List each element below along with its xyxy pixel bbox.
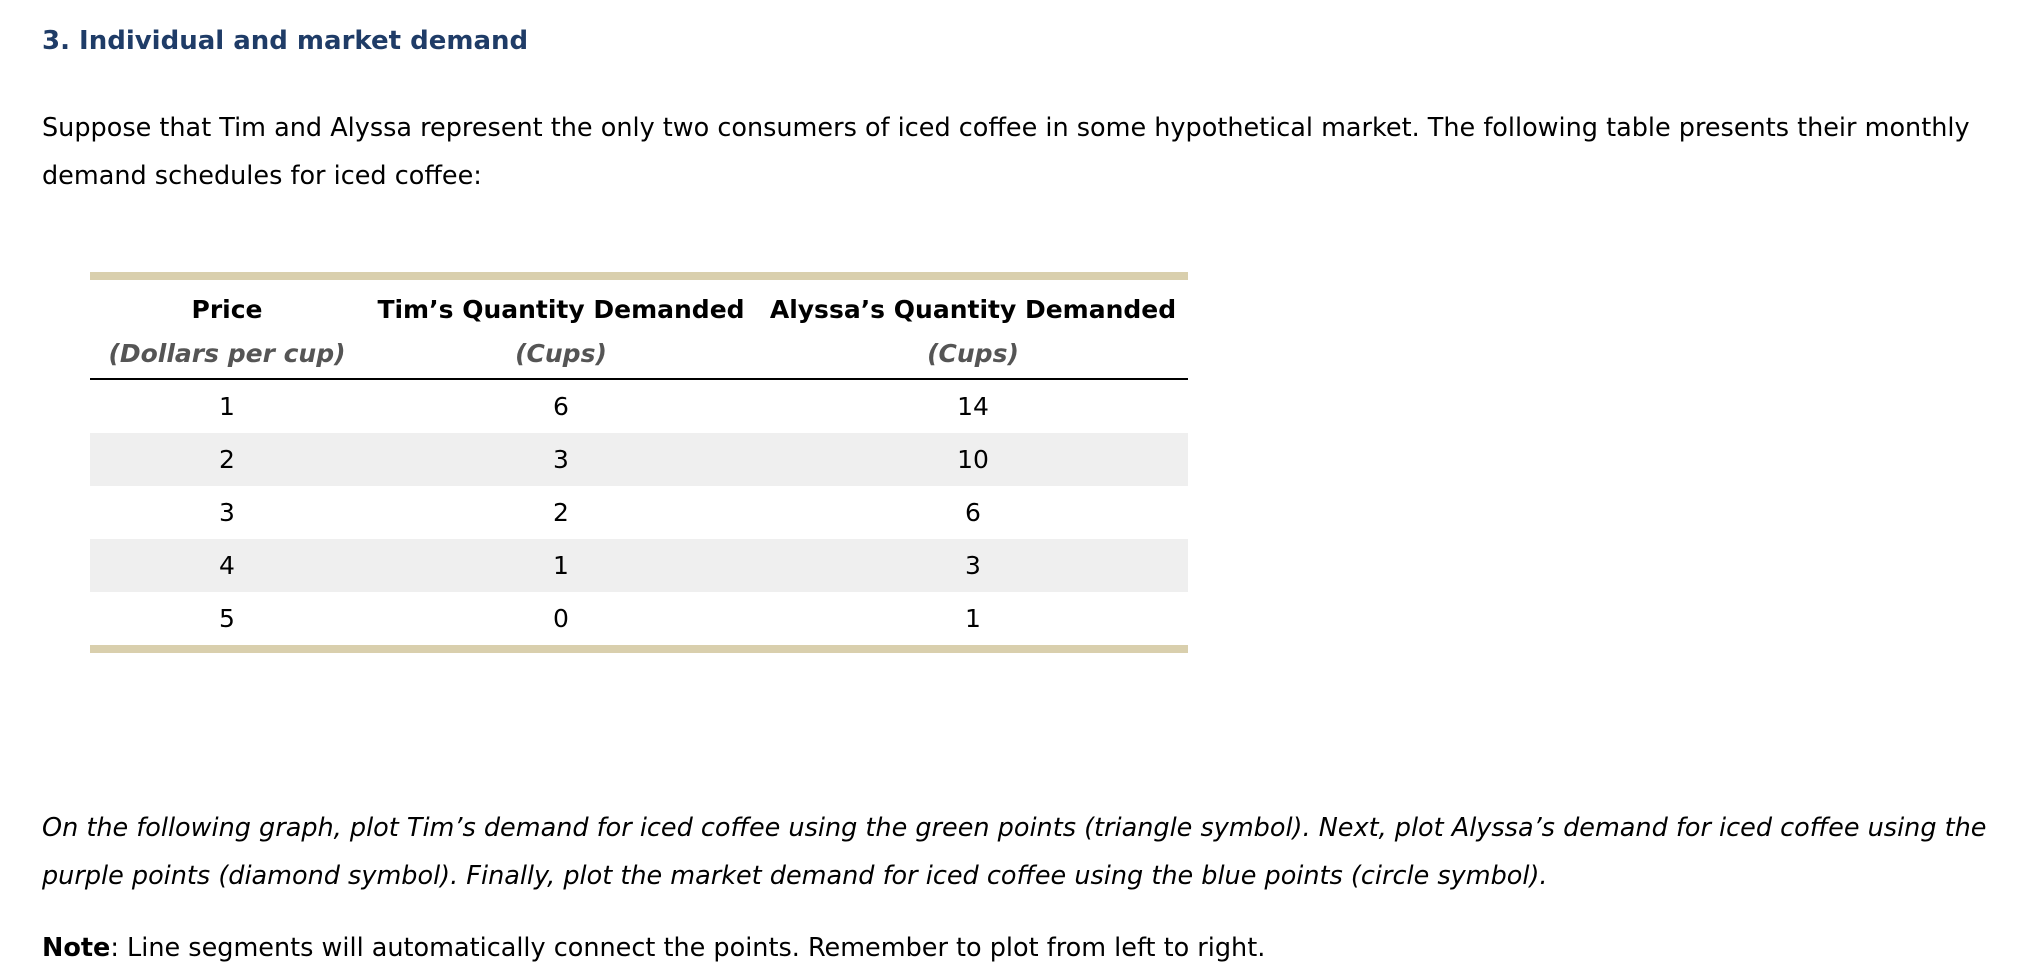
demand-table bbox=[90, 280, 1188, 645]
alyssa-quantity-cell: 14 bbox=[957, 392, 989, 421]
table-row bbox=[90, 539, 1188, 592]
note-paragraph bbox=[42, 924, 1265, 972]
section-heading: 3. Individual and market demand bbox=[42, 26, 529, 56]
price-cell: 2 bbox=[90, 433, 364, 486]
alyssa-quantity-cell: 3 bbox=[758, 539, 1188, 592]
note-label: Note bbox=[42, 933, 111, 963]
header-tim-title: Tim’s Quantity Demanded bbox=[377, 295, 745, 324]
header-alyssa-unit: (Cups) bbox=[927, 339, 1019, 368]
alyssa-quantity-cell: 10 bbox=[758, 433, 1188, 486]
table-bottom-rule bbox=[90, 645, 1188, 653]
table-row bbox=[90, 592, 1188, 645]
header-tim-quantity bbox=[364, 280, 758, 379]
tim-quantity-cell: 6 bbox=[553, 392, 569, 421]
price-cell: 4 bbox=[90, 539, 364, 592]
header-alyssa-quantity bbox=[758, 280, 1188, 379]
header-price-title: Price bbox=[191, 295, 263, 324]
header-alyssa-title: Alyssa’s Quantity Demanded bbox=[769, 295, 1177, 324]
price-cell: 5 bbox=[219, 604, 235, 633]
tim-quantity-cell: 2 bbox=[553, 498, 569, 527]
alyssa-quantity-cell: 1 bbox=[965, 604, 981, 633]
header-price bbox=[90, 280, 364, 379]
note-text: : Line segments will automatically connect the points. Remember to plot from left to right. bbox=[110, 933, 1266, 963]
price-cell: 3 bbox=[219, 498, 235, 527]
tim-quantity-cell: 3 bbox=[364, 433, 758, 486]
table-row bbox=[90, 433, 1188, 486]
demand-schedule-table bbox=[90, 272, 1188, 653]
tim-quantity-cell: 0 bbox=[553, 604, 569, 633]
tim-quantity-cell: 1 bbox=[364, 539, 758, 592]
table-header-row bbox=[90, 280, 1188, 379]
header-price-unit: (Dollars per cup) bbox=[108, 339, 346, 368]
instructions-paragraph: On the following graph, plot Tim’s demand for iced coffee using the green points (triangle symbol). Next, plot Alyssa’s demand for iced coffee using the purple points (diamond symbol). Finally, plot the market demand for iced coffee using the blue points (circle symbol). bbox=[42, 813, 1987, 891]
intro-paragraph: Suppose that Tim and Alyssa represent the only two consumers of iced coffee in some hypothetical market. The following table presents their monthly demand schedules for iced coffee: bbox=[42, 113, 1970, 191]
header-tim-unit: (Cups) bbox=[515, 339, 607, 368]
alyssa-quantity-cell: 6 bbox=[965, 498, 981, 527]
table-top-rule bbox=[90, 272, 1188, 280]
table-row bbox=[90, 379, 1188, 433]
table-row bbox=[90, 486, 1188, 539]
price-cell: 1 bbox=[219, 392, 235, 421]
